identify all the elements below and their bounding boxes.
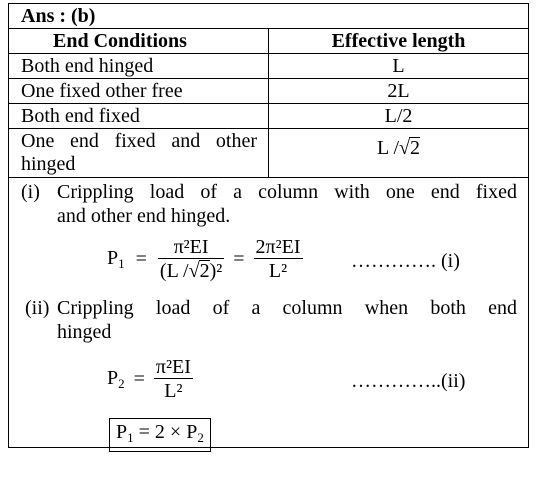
eq1-equals: = [135, 248, 147, 270]
length-text: 2L [387, 80, 410, 102]
eq1-frac1-denominator: (L /√2)² [159, 260, 223, 282]
condition-cell [9, 129, 269, 177]
table-row [9, 79, 528, 104]
eq1-frac1-numerator: π²EI [158, 236, 224, 259]
result-box [109, 418, 211, 452]
answer-row [9, 4, 528, 29]
answer-table [8, 3, 529, 448]
item-1 [21, 180, 517, 228]
eq1-lhs-symbol: P [107, 247, 119, 269]
length-text: L /√2 [376, 137, 420, 159]
header-cell-conditions [9, 29, 269, 53]
eq2-equals: = [133, 368, 145, 390]
equation-1 [107, 236, 303, 283]
table-row [9, 104, 528, 129]
item-2-line2: hinged [57, 321, 112, 343]
table-row [9, 54, 528, 79]
item-2-number: (ii) [25, 297, 50, 319]
eq1-fraction-1 [158, 236, 224, 283]
item-1-number: (i) [21, 181, 40, 203]
length-root: 2 [410, 137, 420, 159]
header-effective-length: Effective length [331, 30, 466, 52]
length-cell [269, 104, 528, 128]
condition-cell [9, 54, 269, 78]
eq2-fraction [154, 356, 193, 403]
eq1-fraction-2 [254, 236, 303, 283]
eq1-lhs-sub: 1 [118, 256, 125, 271]
result-p2-sub: 2 [197, 430, 204, 445]
explanation [9, 178, 528, 447]
eq2-numerator: π²EI [155, 356, 191, 378]
eq1-equals-2: = [233, 248, 245, 270]
result-p2: P [186, 421, 198, 443]
condition-text: Both end hinged [21, 55, 154, 77]
condition-cell [9, 79, 269, 103]
eq1-frac1-den-root: 2 [199, 260, 210, 282]
item-1-line1: Crippling load of a column with one end fixed [57, 181, 517, 203]
item-2-line1: Crippling load of a column when both end [57, 297, 517, 319]
item-1-line2: and other end hinged. [57, 205, 231, 227]
eq2-lhs-symbol: P [107, 367, 119, 389]
condition-cell [9, 104, 269, 128]
eq2-lhs-sub: 2 [118, 376, 125, 391]
length-text: L/2 [384, 105, 413, 127]
length-prefix: L / [376, 137, 400, 159]
condition-text-line1: One end fixed and other [21, 130, 257, 152]
header-end-conditions: End Conditions [53, 30, 187, 52]
result-operator: = 2 × [133, 421, 187, 443]
length-text: L [392, 55, 405, 77]
equation-2 [107, 356, 193, 403]
result-p1-sub: 1 [127, 430, 134, 445]
eq2-tag: …………..(ii) [351, 370, 466, 392]
header-cell-length [269, 29, 528, 53]
eq2-lhs [107, 367, 125, 389]
eq1-frac1-den-prefix: (L / [159, 260, 189, 282]
eq1-lhs [107, 247, 125, 269]
table-header [9, 29, 528, 54]
answer-label: Ans : (b) [21, 5, 96, 27]
result-p1: P [116, 421, 128, 443]
eq1-tag: …………. (i) [351, 250, 460, 272]
item-2 [21, 296, 517, 344]
condition-text: One fixed other free [21, 80, 183, 102]
condition-text-line2: hinged [21, 153, 76, 175]
length-cell [269, 54, 528, 78]
condition-text: Both end fixed [21, 105, 140, 127]
eq1-frac2-denominator: L² [268, 260, 288, 282]
eq1-frac1-den-suffix: )² [209, 260, 223, 282]
eq1-frac2-numerator: 2π²EI [255, 236, 301, 258]
table-row [9, 129, 528, 178]
length-cell [269, 79, 528, 103]
eq2-denominator: L² [164, 380, 183, 402]
length-cell [269, 129, 528, 177]
